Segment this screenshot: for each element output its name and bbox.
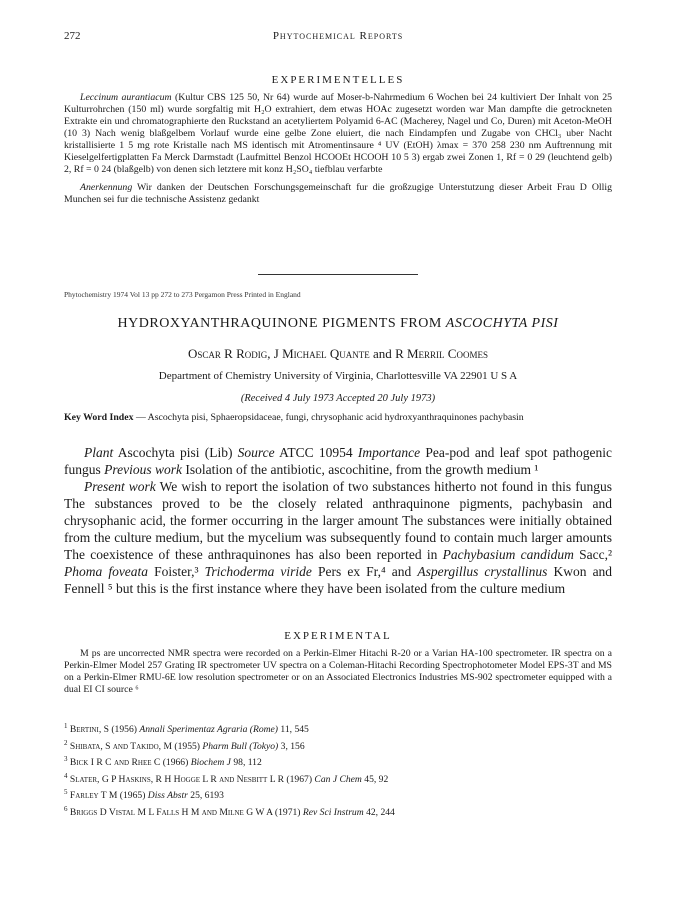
reference-item: $^1$ Bertini, S (1956) Annali Sperimentaz Agraria (Rome) 11, 545 (64, 722, 309, 736)
experimental-heading: EXPERIMENTAL (284, 630, 392, 642)
present-work-text: Sacc,² (579, 547, 612, 562)
reference-item: $^4$ Slater, G P Haskins, R H Hogge L R and Nesbitt L R (1967) Can J Chem 45, 92 (64, 771, 389, 785)
reference-item: $^6$ Briggs D Vistal M L Falls H M and Milne G W A (1971) Rev Sci Instrum 42, 244 (64, 804, 395, 819)
german-experimental-text (64, 92, 612, 206)
present-work-text: Foister,³ (154, 564, 199, 579)
journal-section-title: Phytochemical Reports (272, 30, 404, 42)
article-body (64, 444, 612, 597)
title-species: ASCOCHYTA PISI (445, 316, 559, 331)
importance-text: Pea-pod and leaf spot pathogenic fungus (64, 445, 612, 477)
author-2: J Michael Quante (273, 346, 370, 361)
importance-label: Importance (357, 445, 421, 460)
plant-label: Plant (84, 445, 114, 460)
author-3: R Merril Coomes (395, 346, 488, 361)
german-experimental-heading: EXPERIMENTELLES (271, 74, 405, 86)
keywords-text: — Ascochyta pisi, Sphaeropsidaceae, fungi, chrysophanic acid hydroxyanthraquinones pachybasin (135, 412, 524, 423)
plant-text: Ascochyta pisi (Lib) (117, 445, 233, 460)
present-work-paragraph (64, 478, 612, 597)
species-name: Leccinum aurantiacum (80, 92, 172, 103)
german-paragraph-text: (Kultur CBS 125 50, Nr 64) wurde auf Moser-b-Nahrmedium 6 Wochen bei 24 kultiviert Der Inhalt von 25 Kulturrohrchen (150 ml) wurde sorgfaltig mit H₂O extrahiert, dem etwas HOAc zugesetzt worden war Man dampfte die getrockneten Extrakte ein und chromatographierte den Ruckstand an acetyliertem Polyamid 6-AC (Macherey, Nagel und Co, Duren) mit Aceton-MeOH (10 3) Nach wenig blaßgelbem Vorlauf wurde eine gelbe Zone eluiert, die nach Eindampfen und Zugabe von CHCl₃ uber Nacht kristallisierte 1 5 mg rote Kristalle nach MS identisch mit Atromentinsaure ⁴ UV (EtOH) λmax = 370 258 230 nm Auftrennung mit Kieselgelfertigplatten Fa Merck Darmstadt (Laufmittel Benzol HCOOEt HCOOH 10 5 3) ergab zwei Zonen 1, Rf = 0 29 (leuchtend gelb) 2, Rf = 0 24 (blaßgelb) von denen sich letztere mit konz H₂SO₄ tiefblau verfarbte (64, 92, 613, 175)
reference-list (64, 720, 612, 820)
journal-citation-line: Phytochemistry 1974 Vol 13 pp 272 to 273 Pergamon Press Printed in England (64, 290, 301, 299)
author-conjunction: and (373, 346, 392, 361)
previous-work-text: Isolation of the antibiotic, ascochitine, from the growth medium ¹ (185, 462, 539, 477)
page-number: 272 (64, 30, 81, 42)
species-name: Aspergillus crystallinus (417, 564, 548, 579)
reference-item: $^3$ Bick I R C and Rhee C (1966) Biochem J 98, 112 (64, 755, 262, 769)
author-1: Oscar R Rodig, (188, 346, 271, 361)
german-paragraph (64, 92, 612, 176)
species-name: Phoma foveata (64, 564, 149, 579)
species-name: Trichoderma viride (204, 564, 312, 579)
experimental-paragraph: M ps are uncorrected NMR spectra were recorded on a Perkin-Elmer Hitachi R-20 or a Varian HA-100 spectrometer. IR spectra on a Perkin-Elmer Model 257 Grating IR spectrometer UV spectra on a Coleman-Hitachi Recording Spectrophotometer Model EPS-3T and MS on a Perkin-Elmer RMU-6E low resolution spectrometer or on an Associated Electronics Industries MS-902 spectrometer equipped with a dual EI CI source ⁶ (64, 648, 612, 695)
running-header (64, 30, 612, 48)
article-title (0, 316, 676, 332)
received-dates: (Received 4 July 1973 Accepted 20 July 1973) (240, 393, 436, 404)
reference-item: $^2$ Shibata, S and Takido, M (1955) Pharm Bull (Tokyo) 3, 156 (64, 738, 305, 752)
acknowledgement-text: Wir danken der Deutschen Forschungsgemeinschaft fur die großzugige Unterstutzung dieser Arbeit Frau D Ollig Munchen sei fur die technische Assistenz gedankt (64, 182, 612, 205)
keywords-label: Key Word Index (64, 412, 134, 423)
present-work-text: Kwon and Fennell ⁵ but this is the first instance where they have been isolated from the culture medium (64, 564, 613, 596)
acknowledgement (64, 182, 612, 206)
present-work-label: Present work (84, 479, 156, 494)
section-divider (258, 274, 418, 275)
summary-paragraph (64, 444, 612, 478)
experimental-text (64, 648, 612, 696)
source-text: ATCC 10954 (279, 445, 353, 460)
species-name: Pachybasium candidum (442, 547, 574, 562)
present-work-text: Pers ex Fr,⁴ and (318, 564, 412, 579)
affiliation: Department of Chemistry University of Virginia, Charlottesville VA 22901 U S A (158, 370, 518, 382)
keyword-index (64, 412, 612, 424)
present-work-text: We wish to report the isolation of two substances hitherto not found in this fungus The substances proved to be the closely related anthraquinone pigments, pachybasin and chrysophanic acid, the former occurring in the larger amount The substances were initially obtained from the culture medium, but the mycelium was subsequently found to contain much larger amounts The coexistence of these anthraquinones has also been reported in (64, 479, 612, 562)
title-main: HYDROXYANTHRAQUINONE PIGMENTS FROM (117, 316, 442, 331)
reference-item: $^5$ Farley T M (1965) Diss Abstr 25, 6193 (64, 788, 224, 802)
author-list (0, 346, 676, 362)
previous-work-label: Previous work (104, 462, 182, 477)
source-label: Source (237, 445, 275, 460)
acknowledgement-label: Anerkennung (80, 182, 133, 193)
